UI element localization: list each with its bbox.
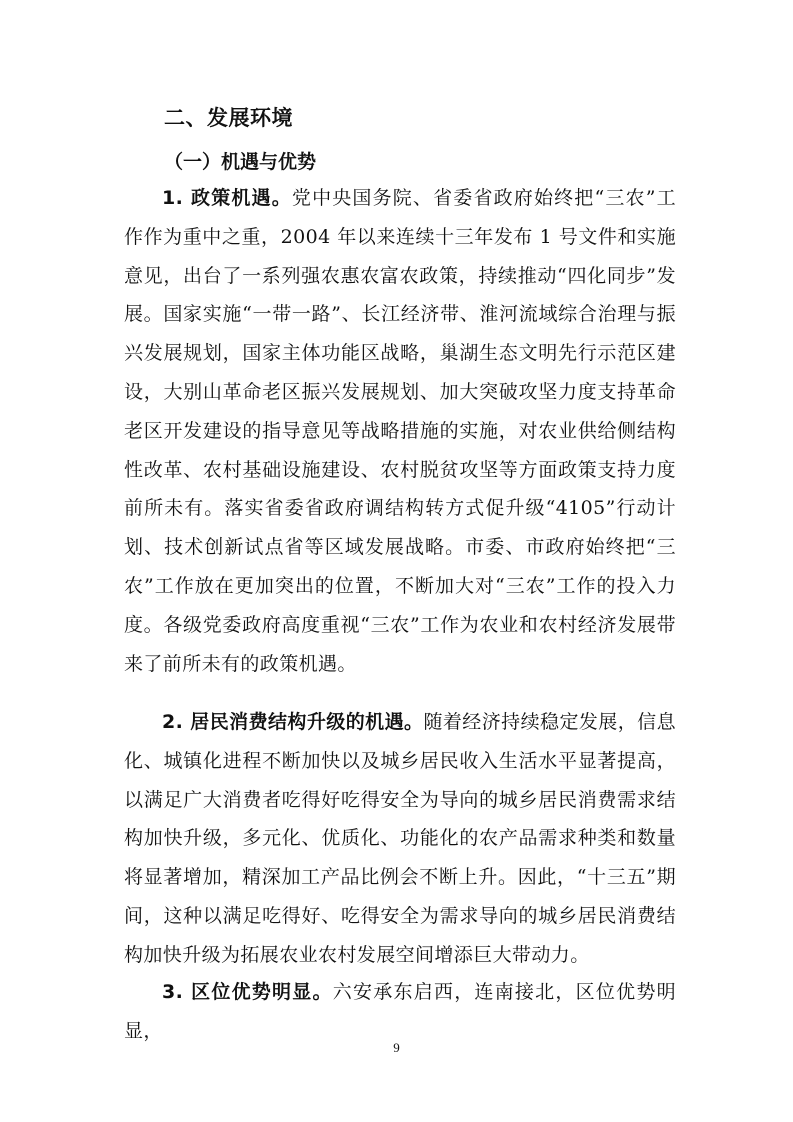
paragraph-consumption-upgrade (124, 703, 676, 975)
section-heading: 二、发展环境 (164, 106, 293, 130)
paragraph-lead: 2. 居民消费结构升级的机遇。 (162, 711, 424, 733)
paragraph-body: 六安承东启西，连南接北，区位优势明显， (124, 981, 676, 1042)
paragraph-body: 党中央国务院、省委省政府始终把“三农”工作作为重中之重，2004 年以来连续十三年发布 1 号文件和实施意见，出台了一系列强农惠农富农政策，持续推动“四化同步”发展。国家实施“一带一路”、长江经济带、淮河流域综合治理与振兴发展规划，国家主体功能区战略，巢湖生态文明先行示范区建设，大别山革命老区振兴发展规划、加大突破攻坚力度支持革命老区开发建设的指导意见等战略措施的实施，对农业供给侧结构性改革、农村基础设施建设、农村脱贫攻坚等方面政策支持力度前所未有。落实省委省政府调结构转方式促升级“4105”行动计划、技术创新试点省等区域发展战略。市委、市政府始终把“三农”工作放在更加突出的位置，不断加大对“三农”工作的投入力度。各级党委政府高度重视“三农”工作为农业和农村经济发展带来了前所未有的政策机遇。 (124, 187, 676, 675)
paragraph-policy-opportunity (124, 179, 676, 683)
paragraph-lead: 1. 政策机遇。 (162, 187, 292, 209)
paragraph-body: 随着经济持续稳定发展，信息化、城镇化进程不断加快以及城乡居民收入生活水平显著提高，以满足广大消费者吃得好吃得安全为导向的城乡居民消费需求结构加快升级，多元化、优质化、功能化的农产品需求种类和数量将显著增加，精深加工产品比例会不断上升。因此，“十三五”期间，这种以满足吃得好、吃得安全为需求导向的城乡居民消费结构加快升级为拓展农业农村发展空间增添巨大带动力。 (124, 711, 676, 966)
page-number: 9 (393, 1040, 400, 1055)
paragraph-lead: 3. 区位优势明显。 (162, 981, 333, 1003)
subsection-heading: （一）机遇与优势 (164, 151, 317, 173)
paragraph-location-advantage (124, 973, 676, 1051)
